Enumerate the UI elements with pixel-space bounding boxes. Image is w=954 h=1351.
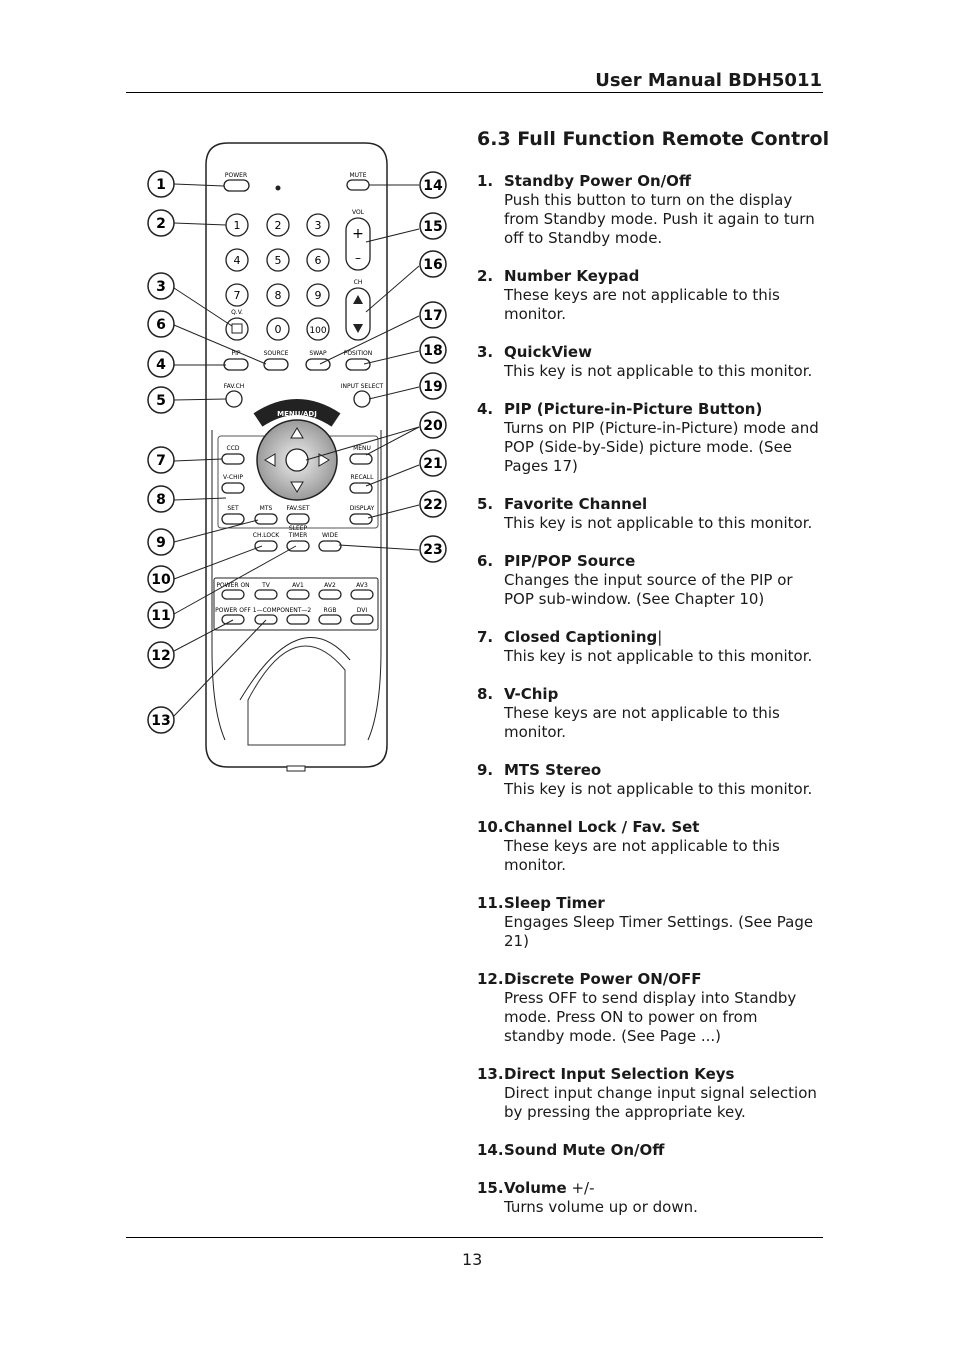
fav-ch-button[interactable] — [226, 391, 242, 407]
power-off-label: POWER OFF — [215, 607, 251, 614]
av2-label: AV2 — [324, 582, 336, 589]
favch-label: FAV.CH — [223, 383, 245, 390]
callout-number: 2 — [156, 216, 166, 232]
component2-button[interactable] — [287, 615, 309, 624]
digit-label: 100 — [309, 326, 327, 336]
callout-number: 6 — [156, 317, 166, 333]
pip-button[interactable] — [224, 359, 248, 370]
digit-label: 0 — [274, 323, 282, 336]
power-on-label: POWER ON — [216, 582, 250, 589]
item-number: 10. — [477, 818, 504, 836]
remote-base-notch — [287, 766, 305, 771]
power-on-button[interactable] — [222, 590, 244, 599]
item-number: 4. — [477, 400, 494, 418]
item-number: 5. — [477, 495, 494, 513]
item-title: Volume — [504, 1179, 567, 1197]
power-off-button[interactable] — [222, 615, 244, 624]
list-item — [477, 1141, 822, 1160]
mute-label: MUTE — [349, 172, 367, 179]
callout-number: 5 — [156, 393, 166, 409]
mts-label: MTS — [259, 505, 273, 512]
vol-minus-icon: – — [355, 251, 361, 265]
display-label: DISPLAY — [349, 505, 375, 512]
list-item — [477, 267, 822, 324]
item-number: 6. — [477, 552, 494, 570]
callout-number: 21 — [423, 456, 443, 472]
item-description: Direct input change input signal selection by pressing the appropriate key. — [504, 1084, 817, 1121]
callout-number: 19 — [423, 379, 443, 395]
wide-label: WIDE — [321, 532, 339, 539]
digit-label: 2 — [274, 219, 282, 232]
display-button[interactable] — [350, 514, 372, 524]
item-number: 3. — [477, 343, 494, 361]
item-number: 11. — [477, 894, 504, 912]
item-title: V-Chip — [504, 685, 559, 703]
item-title-suffix: | — [657, 628, 663, 646]
sleep-label: SLEEP — [288, 525, 308, 532]
favset-label: FAV.SET — [286, 505, 310, 512]
quickview-button[interactable] — [226, 318, 248, 340]
qv-label: Q.V. — [231, 309, 243, 316]
ccd-label: CCD — [226, 445, 240, 452]
swap-label: SWAP — [309, 350, 327, 357]
vol-label: VOL — [351, 209, 365, 216]
chlock-label: CH.LOCK — [252, 532, 280, 539]
item-title: Sleep Timer — [504, 894, 605, 912]
item-number: 12. — [477, 970, 504, 988]
item-title: Closed Captioning — [504, 628, 658, 646]
list-item — [477, 1065, 822, 1122]
callout-number: 16 — [423, 257, 443, 273]
callout-number: 15 — [423, 219, 443, 235]
position-label: POSITION — [343, 350, 373, 357]
list-item — [477, 970, 822, 1046]
item-description: Turns volume up or down. — [504, 1198, 698, 1216]
item-title: Sound Mute On/Off — [504, 1141, 665, 1159]
item-title: Favorite Channel — [504, 495, 648, 513]
digit-label: 9 — [314, 289, 322, 302]
item-description: These keys are not applicable to this monitor. — [504, 837, 780, 874]
item-number: 13. — [477, 1065, 504, 1083]
item-title: Number Keypad — [504, 267, 640, 285]
av1-button[interactable] — [287, 590, 309, 599]
list-item — [477, 818, 822, 875]
item-description: Changes the input source of the PIP or POP sub-window. (See Chapter 10) — [504, 571, 793, 608]
ch-label: CH — [353, 279, 363, 286]
pip-label: PIP — [231, 350, 241, 357]
page-number: 13 — [462, 1250, 483, 1269]
list-item — [477, 495, 822, 533]
digit-label: 5 — [274, 254, 282, 267]
position-button[interactable] — [346, 359, 370, 370]
item-number: 9. — [477, 761, 494, 779]
mute-button[interactable] — [347, 180, 369, 190]
item-title: Discrete Power ON/OFF — [504, 970, 702, 988]
item-title: MTS Stereo — [504, 761, 602, 779]
callout-number: 20 — [423, 418, 443, 434]
digit-label: 7 — [233, 289, 241, 302]
list-item — [477, 1179, 822, 1217]
callout-number: 23 — [423, 542, 443, 558]
item-title: QuickView — [504, 343, 592, 361]
item-number: 2. — [477, 267, 494, 285]
callout-number: 1 — [156, 177, 166, 193]
input-select-button[interactable] — [354, 391, 370, 407]
nav-center-button[interactable] — [286, 449, 308, 471]
chlock-button[interactable] — [255, 541, 277, 551]
callout-number: 11 — [151, 608, 171, 624]
header-title: User Manual BDH5011 — [595, 70, 822, 91]
ccd-button[interactable] — [222, 454, 244, 464]
callout-number: 14 — [423, 178, 443, 194]
list-item — [477, 552, 822, 609]
vchip-button[interactable] — [222, 483, 244, 493]
recall-label: RECALL — [350, 474, 374, 481]
tv-label: TV — [262, 582, 270, 589]
callout-number: 10 — [151, 572, 171, 588]
callout-number: 8 — [156, 492, 166, 508]
item-title: PIP/POP Source — [504, 552, 636, 570]
power-label: POWER — [224, 172, 248, 179]
section-title: 6.3 Full Function Remote Control — [477, 128, 830, 150]
callout-number: 7 — [156, 453, 166, 469]
rgb-button[interactable] — [319, 615, 341, 624]
set-label: SET — [227, 505, 239, 512]
item-number: 1. — [477, 172, 494, 190]
footer-rule — [126, 1237, 823, 1238]
digit-label: 8 — [274, 289, 282, 302]
power-button[interactable] — [224, 180, 249, 191]
callout-number: 22 — [423, 497, 443, 513]
av3-label: AV3 — [356, 582, 368, 589]
item-description: Engages Sleep Timer Settings. (See Page 21) — [504, 913, 814, 950]
item-description: Push this button to turn on the display from Standby mode. Push it again to turn off to Standby mode. — [504, 191, 815, 247]
av2-button[interactable] — [319, 590, 341, 599]
digit-label: 3 — [314, 219, 322, 232]
list-item — [477, 343, 822, 381]
source-button[interactable] — [264, 359, 288, 370]
vol-plus-icon: + — [352, 226, 364, 242]
mts-button[interactable] — [255, 514, 277, 524]
callout-number: 13 — [151, 713, 171, 729]
callout-number: 12 — [151, 648, 171, 664]
tv-button[interactable] — [255, 590, 277, 599]
component1-button[interactable] — [255, 615, 277, 624]
input-select-label: INPUT SELECT — [340, 383, 384, 390]
dvi-button[interactable] — [351, 615, 373, 624]
dvi-label: DVI — [356, 607, 368, 614]
item-description: This key is not applicable to this monitor. — [504, 780, 813, 798]
callout-number: 18 — [423, 343, 443, 359]
item-description: Turns on PIP (Picture-in-Picture) mode and POP (Side-by-Side) picture mode. (See Pages 17) — [504, 419, 819, 475]
list-item — [477, 172, 822, 248]
callout-number: 17 — [423, 308, 443, 324]
timer-label: TIMER — [288, 532, 308, 539]
digit-label: 6 — [314, 254, 322, 267]
item-title: Direct Input Selection Keys — [504, 1065, 735, 1083]
list-item — [477, 761, 822, 799]
menu-adj-label: MENU/ADJ — [277, 410, 317, 418]
item-number: 15. — [477, 1179, 504, 1197]
list-item — [477, 400, 822, 476]
item-title: Channel Lock / Fav. Set — [504, 818, 700, 836]
source-label: SOURCE — [263, 350, 289, 357]
callout-number: 9 — [156, 535, 166, 551]
callout-number: 3 — [156, 279, 166, 295]
av1-label: AV1 — [292, 582, 304, 589]
item-description: This key is not applicable to this monitor. — [504, 514, 813, 532]
menu-button[interactable] — [350, 454, 372, 464]
item-number: 8. — [477, 685, 494, 703]
list-item — [477, 628, 822, 666]
item-title-suffix: +/- — [566, 1179, 595, 1197]
list-item — [477, 685, 822, 742]
item-number: 7. — [477, 628, 494, 646]
vchip-label: V-CHIP — [222, 474, 244, 481]
list-item — [477, 894, 822, 951]
item-description: These keys are not applicable to this monitor. — [504, 704, 780, 741]
item-description: This key is not applicable to this monitor. — [504, 362, 813, 380]
set-button[interactable] — [222, 514, 244, 524]
digit-label: 4 — [233, 254, 241, 267]
indicator-led — [276, 186, 281, 191]
component-label: 1—COMPONENT—2 — [252, 607, 312, 614]
menu-label: MENU — [353, 445, 371, 452]
item-description: These keys are not applicable to this monitor. — [504, 286, 780, 323]
item-title: Standby Power On/Off — [504, 172, 692, 190]
av3-button[interactable] — [351, 590, 373, 599]
callout-number: 4 — [156, 357, 166, 373]
favset-button[interactable] — [287, 514, 309, 524]
digit-label: 1 — [233, 219, 241, 232]
rgb-label: RGB — [323, 607, 337, 614]
item-number: 14. — [477, 1141, 504, 1159]
item-title: PIP (Picture-in-Picture Button) — [504, 400, 763, 418]
feature-list — [477, 172, 822, 1236]
item-description: Press OFF to send display into Standby mode. Press ON to power on from standby mode. (See Page ...) — [504, 989, 797, 1045]
item-description: This key is not applicable to this monitor. — [504, 647, 813, 665]
wide-button[interactable] — [319, 541, 341, 551]
